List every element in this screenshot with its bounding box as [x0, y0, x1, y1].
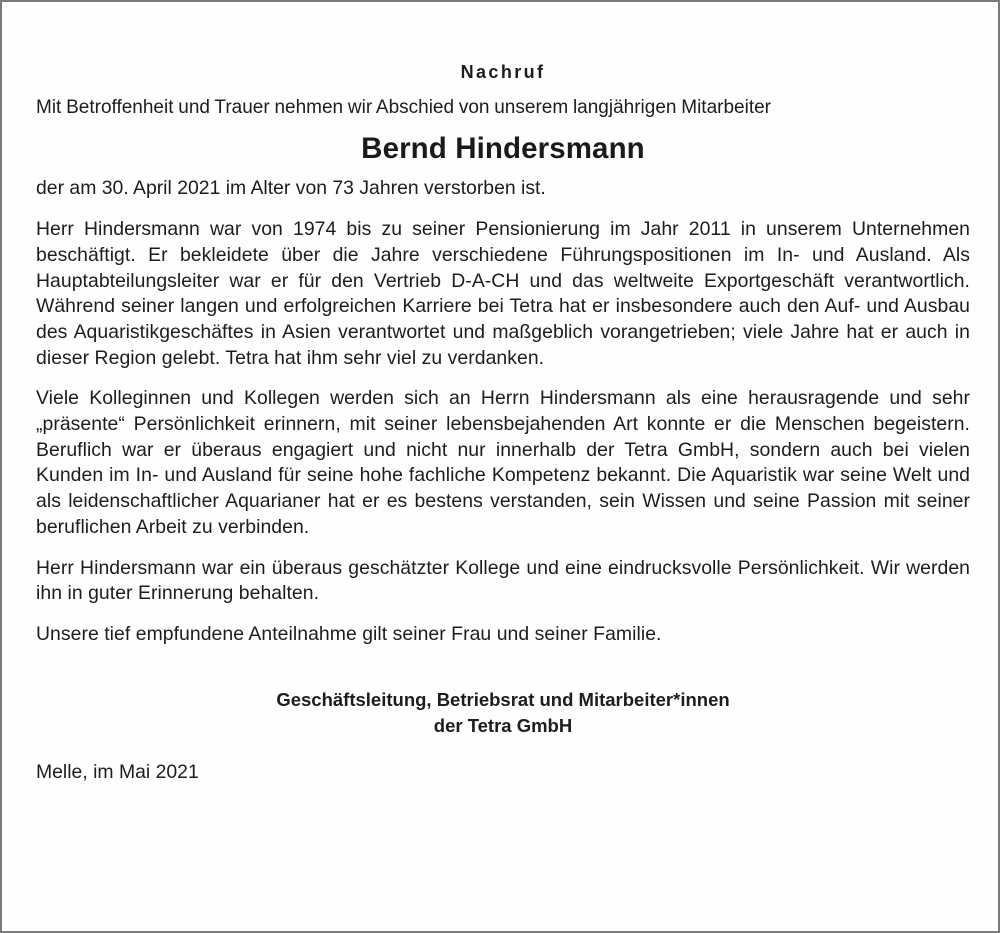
career-paragraph: Herr Hindersmann war von 1974 bis zu seiner Pensionierung im Jahr 2011 in unserem Unternehmen beschäftigt. Er bekleidete über die Jahre verschiedene Führungspositionen im In- und Ausland. Als Hauptabteilungsleiter war er für den Vertrieb D-A-CH und das weltweite Exportgeschäft verantwortlich. Während seiner langen und erfolgreichen Karriere bei Tetra hat er insbesondere auch den Auf- und Ausbau des Aquaristikgeschäftes in Asien verantwortet und maßgeblich vorangetrieben; viele Jahre hat er auch in dieser Region gelebt. Tetra hat ihm sehr viel zu verdanken. [36, 218, 970, 369]
signature-line-2: der Tetra GmbH [433, 714, 573, 736]
signature-line-1: Geschäftsleitung, Betriebsrat und Mitarbeiter*innen [276, 688, 730, 710]
deceased-name: Bernd Hindersmann [361, 132, 645, 166]
place-date: Melle, im Mai 2021 [36, 760, 199, 783]
death-details: der am 30. April 2021 im Alter von 73 Jahren verstorben ist. [36, 177, 546, 200]
signature-block [36, 687, 970, 739]
intro-text: Mit Betroffenheit und Trauer nehmen wir Abschied von unserem langjährigen Mitarbeiter [36, 96, 771, 118]
notice-heading: Nachruf [460, 62, 546, 82]
remembrance-paragraph: Herr Hindersmann war ein überaus geschätzter Kollege und eine eindrucksvolle Persönlichkeit. Wir werden ihn in guter Erinnerung behalten. [36, 556, 970, 605]
notice-body [36, 60, 970, 785]
personality-paragraph: Viele Kolleginnen und Kollegen werden sich an Herrn Hindersmann als eine herausragende und sehr „präsente“ Persönlichkeit erinnern, mit seiner lebensbejahenden Art konnte er die Menschen begeistern. Beruflich war er überaus engagiert und nicht nur innerhalb der Tetra GmbH, sondern auch bei vielen Kunden im In- und Ausland für seine hohe fachliche Kompetenz bekannt. Die Aquaristik war seine Welt und als leidenschaftlicher Aquarianer hat er es bestens verstanden, sein Wissen und seine Passion mit seiner beruflichen Arbeit zu verbinden. [36, 387, 970, 538]
condolence-paragraph: Unsere tief empfundene Anteilnahme gilt seiner Frau und seiner Familie. [36, 622, 662, 645]
